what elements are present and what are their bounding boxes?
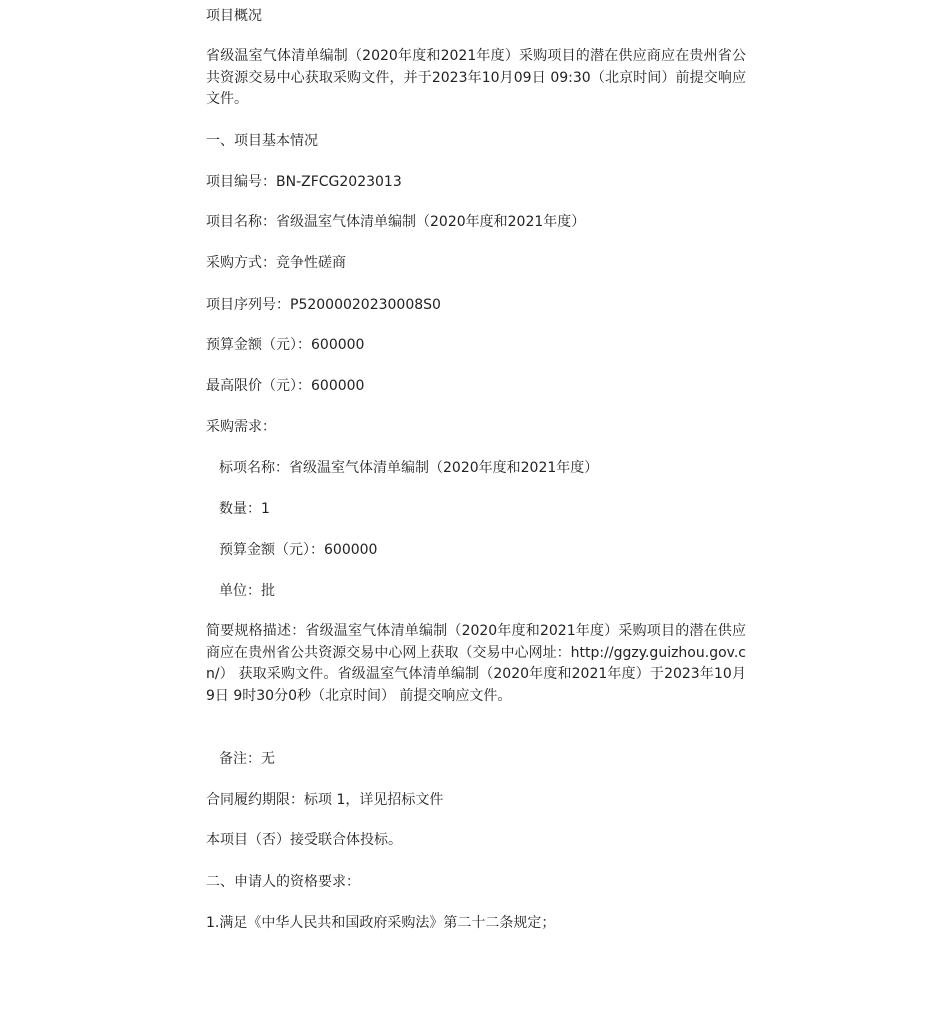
section-1-heading: 一、项目基本情况 (206, 133, 318, 149)
section-2-heading: 二、申请人的资格要求： (206, 874, 360, 890)
project-number: 项目编号：BN-ZFCG2023013 (206, 174, 402, 190)
joint-bid-note: 本项目（否）接受联合体投标。 (206, 832, 402, 848)
contract-period: 合同履约期限：标项 1，详见招标文件 (206, 792, 444, 808)
max-price: 最高限价（元）：600000 (206, 378, 365, 394)
item-quantity: 数量：1 (219, 501, 270, 517)
procurement-method: 采购方式：竞争性磋商 (206, 255, 346, 271)
project-serial: 项目序列号：P52000020230008S0 (206, 297, 441, 313)
requirements-heading: 采购需求： (206, 419, 276, 435)
qualification-requirement-1: 1.满足《中华人民共和国政府采购法》第二十二条规定； (206, 915, 556, 931)
item-budget: 预算金额（元）：600000 (219, 542, 378, 558)
brief-spec-paragraph: 简要规格描述：省级温室气体清单编制（2020年度和2021年度）采购项目的潜在供应商应在贵州省公共资源交易中心网上获取（交易中心网址：http://ggzy.guizhou.gov.cn/） 获取采购文件。省级温室气体清单编制（2020年度和2021年度）于2023年10月9日 9时30分0秒（北京时间） 前提交响应文件。 (206, 623, 746, 704)
overview-heading: 项目概况 (206, 8, 262, 24)
budget-amount: 预算金额（元）：600000 (206, 337, 365, 353)
remarks: 备注：无 (219, 751, 275, 767)
item-unit: 单位：批 (219, 583, 275, 599)
overview-paragraph: 省级温室气体清单编制（2020年度和2021年度）采购项目的潜在供应商应在贵州省公共资源交易中心获取采购文件，并于2023年10月09日 09:30（北京时间）前提交响应文件。 (206, 48, 746, 107)
item-name: 标项名称：省级温室气体清单编制（2020年度和2021年度） (219, 460, 599, 476)
project-name: 项目名称：省级温室气体清单编制（2020年度和2021年度） (206, 214, 586, 230)
